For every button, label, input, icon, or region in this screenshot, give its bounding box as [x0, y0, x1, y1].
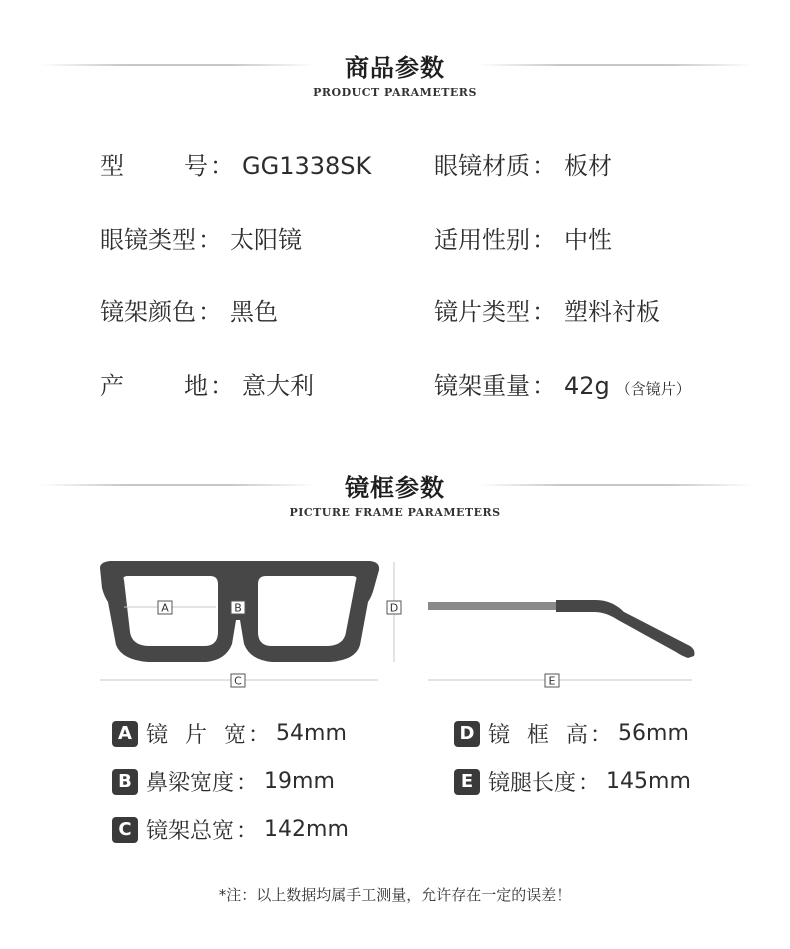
spec-value: 54mm: [276, 721, 347, 746]
marker-c: [231, 674, 245, 688]
glasses-diagram: [0, 540, 790, 700]
param-frame-weight: [434, 366, 691, 401]
spec-label: 鼻梁宽度: [146, 771, 235, 796]
spec-total-width: [112, 814, 349, 845]
param-colon: ：: [532, 152, 556, 180]
spec-colon: ：: [590, 723, 613, 748]
param-label: 镜片类型: [434, 298, 530, 326]
section-title: 镜框参数: [345, 474, 445, 502]
spec-label: 镜: [146, 723, 169, 748]
marker-a-label: A: [161, 601, 169, 615]
marker-e-label: E: [548, 674, 556, 688]
marker-c-label: C: [234, 674, 242, 688]
param-label: 号: [184, 152, 208, 180]
spec-frame-height: [454, 718, 689, 749]
param-model: [100, 146, 371, 181]
frame-parameters-header: [0, 462, 790, 522]
param-colon: ：: [532, 226, 556, 254]
marker-b-label: B: [234, 601, 242, 615]
temple-tip: [556, 600, 695, 658]
temple-metal: [428, 602, 558, 610]
param-label: 地: [184, 372, 208, 400]
param-value: GG1338SK: [242, 152, 372, 180]
spec-badge: C: [112, 817, 138, 843]
param-lens-type: [434, 292, 660, 327]
section-subtitle: PRODUCT PARAMETERS: [313, 86, 477, 99]
param-colon: ：: [532, 298, 556, 326]
spec-colon: ：: [248, 723, 271, 748]
measurement-footnote: *注：以上数据均属手工测量，允许存在一定的误差！: [218, 886, 572, 904]
param-value: 塑料衬板: [564, 298, 660, 326]
spec-badge: B: [112, 769, 138, 795]
param-material: [434, 146, 612, 181]
spec-temple-length: [454, 766, 691, 797]
spec-label: 片: [184, 723, 207, 748]
spec-label: 高: [565, 723, 588, 748]
param-frame-color: [100, 292, 278, 327]
spec-label: 镜架总宽: [146, 819, 235, 844]
spec-badge: E: [454, 769, 480, 795]
param-label: 眼镜材质: [434, 152, 530, 180]
spec-label: 框: [526, 723, 549, 748]
param-label: 适用性别: [434, 226, 530, 254]
product-parameters-header: [0, 42, 790, 102]
section-title: 商品参数: [345, 54, 445, 82]
spec-colon: ：: [578, 771, 601, 796]
param-label: 型: [100, 152, 124, 180]
section-subtitle: PICTURE FRAME PARAMETERS: [289, 506, 501, 519]
spec-value: 19mm: [264, 769, 335, 794]
param-label: 眼镜类型: [100, 226, 196, 254]
param-note: （含镜片）: [615, 380, 691, 398]
param-value: 板材: [564, 152, 612, 180]
param-colon: ：: [198, 298, 222, 326]
spec-lens-width: [112, 718, 347, 749]
marker-d: [387, 601, 401, 615]
spec-badge: A: [112, 721, 138, 747]
spec-label: 镜腿长度: [488, 771, 577, 796]
param-label: 镜架颜色: [100, 298, 196, 326]
spec-colon: ：: [236, 819, 259, 844]
param-colon: ：: [532, 372, 556, 400]
param-label: 产: [100, 372, 124, 400]
dimension-lines: [100, 562, 692, 680]
spec-colon: ：: [236, 771, 259, 796]
param-value: 42g: [564, 372, 610, 400]
spec-bridge-width: [112, 766, 335, 797]
spec-value: 56mm: [618, 721, 689, 746]
spec-label: 宽: [223, 723, 246, 748]
marker-e: [545, 674, 559, 688]
param-value: 黑色: [230, 298, 278, 326]
param-value: 太阳镜: [230, 226, 302, 254]
marker-b: [231, 601, 245, 615]
spec-value: 145mm: [606, 769, 691, 794]
param-colon: ：: [198, 226, 222, 254]
param-label: 镜架重量: [434, 372, 530, 400]
param-colon: ：: [210, 152, 234, 180]
spec-badge: D: [454, 721, 480, 747]
marker-a: [158, 601, 172, 615]
param-value: 意大利: [242, 372, 314, 400]
param-origin: [100, 366, 314, 401]
glasses-temple-view: [428, 600, 695, 658]
marker-d-label: D: [389, 601, 399, 615]
spec-label: 镜: [488, 723, 511, 748]
param-gender: [434, 220, 612, 255]
param-colon: ：: [210, 372, 234, 400]
param-type: [100, 220, 302, 255]
param-value: 中性: [564, 226, 612, 254]
spec-value: 142mm: [264, 817, 349, 842]
